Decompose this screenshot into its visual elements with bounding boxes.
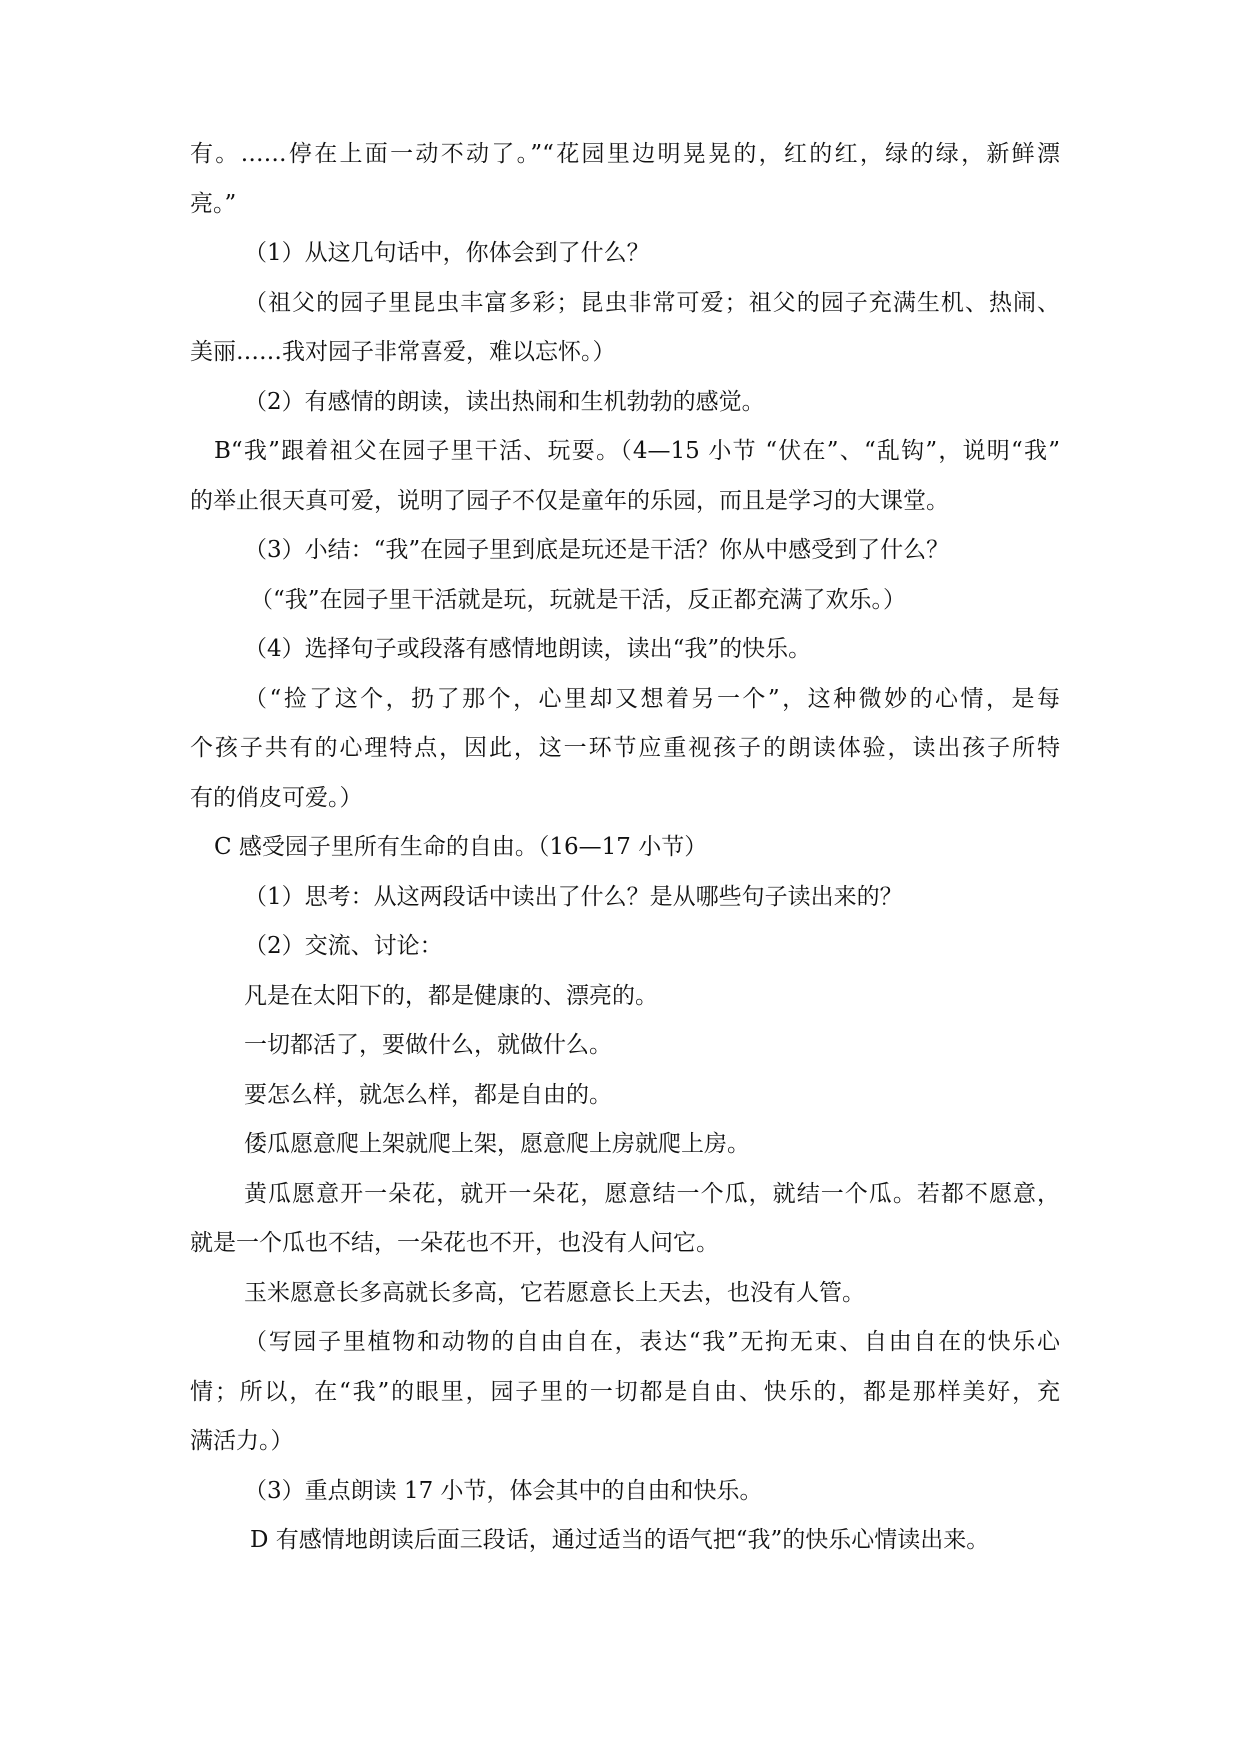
text-line: 黄瓜愿意开一朵花，就开一朵花，愿意结一个瓜，就结一个瓜。若都不愿意， xyxy=(244,1180,1060,1207)
text-line: D 有感情地朗读后面三段话，通过适当的语气把“我”的快乐心情读出来。 xyxy=(250,1527,990,1553)
text-line: （“捡了这个，扔了那个，心里却又想着另一个”，这种微妙的心情，是每 xyxy=(244,685,1060,712)
text-line: 情；所以，在“我”的眼里，园子里的一切都是自由、快乐的，都是那样美好，充 xyxy=(190,1378,1060,1405)
text-line: 玉米愿意长多高就长多高，它若愿意长上天去，也没有人管。 xyxy=(244,1279,865,1306)
text-line: B“我”跟着祖父在园子里干活、玩耍。（4—15 小节 “伏在”、“乱钩”，说明“我” xyxy=(214,438,1060,464)
text-line: 美丽……我对园子非常喜爱，难以忘怀。） xyxy=(190,339,616,365)
text-line: （2）交流、讨论： xyxy=(244,933,443,959)
text-line: 就是一个瓜也不结，一朵花也不开，也没有人问它。 xyxy=(190,1230,719,1256)
text-line: 个孩子共有的心理特点，因此，这一环节应重视孩子的朗读体验，读出孩子所特 xyxy=(190,735,1060,761)
text-line: （1）思考：从这两段话中读出了什么？是从哪些句子读出来的？ xyxy=(244,883,903,910)
text-line: 的举止很天真可爱，说明了园子不仅是童年的乐园，而且是学习的大课堂。 xyxy=(190,487,949,514)
text-line: 有。……停在上面一动不动了。”“花园里边明晃晃的，红的红，绿的绿，新鲜漂 xyxy=(190,141,1060,167)
text-line: 一切都活了，要做什么，就做什么。 xyxy=(244,1032,612,1058)
text-line: 倭瓜愿意爬上架就爬上架，愿意爬上房就爬上房。 xyxy=(244,1131,750,1157)
text-line: 凡是在太阳下的，都是健康的、漂亮的。 xyxy=(244,982,658,1009)
document-page xyxy=(190,130,1060,1566)
text-line: C 感受园子里所有生命的自由。（16—17 小节） xyxy=(214,834,708,860)
text-line: 有的俏皮可爱。） xyxy=(190,784,363,811)
text-line: （写园子里植物和动物的自由自在，表达“我”无拘无束、自由自在的快乐心 xyxy=(244,1329,1060,1355)
text-line: （“我”在园子里干活就是玩，玩就是干活，反正都充满了欢乐。） xyxy=(250,586,907,613)
text-line: （3）小结：“我”在园子里到底是玩还是干活？你从中感受到了什么？ xyxy=(244,537,950,563)
text-line: 要怎么样，就怎么样，都是自由的。 xyxy=(244,1081,612,1108)
text-line: 满活力。） xyxy=(190,1428,294,1454)
text-line: （1）从这几句话中，你体会到了什么？ xyxy=(244,240,650,266)
text-line: （祖父的园子里昆虫丰富多彩；昆虫非常可爱；祖父的园子充满生机、热闹、 xyxy=(244,289,1060,316)
text-line: （3）重点朗读 17 小节，体会其中的自由和快乐。 xyxy=(244,1477,763,1504)
text-line: （4）选择句子或段落有感情地朗读，读出“我”的快乐。 xyxy=(244,636,812,662)
text-line: 亮。” xyxy=(190,190,237,217)
text-line: （2）有感情的朗读，读出热闹和生机勃勃的感觉。 xyxy=(244,388,765,415)
